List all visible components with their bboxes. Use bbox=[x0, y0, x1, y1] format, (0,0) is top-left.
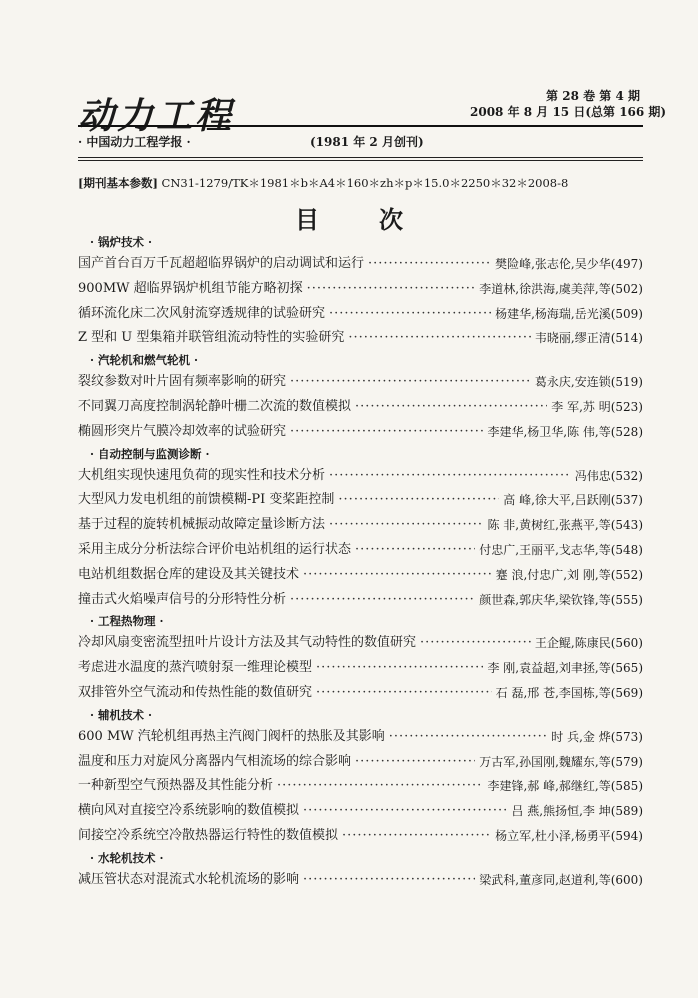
dot-leader bbox=[303, 799, 507, 824]
dot-leader bbox=[329, 464, 571, 489]
toc-entry[interactable] bbox=[78, 277, 643, 302]
article-title: 温度和压力对旋风分离器内气相流场的综合影响 bbox=[78, 753, 352, 769]
journal-logo: 动力工程 bbox=[78, 95, 235, 137]
issue-date: 2008 年 8 月 15 日(总第 166 期) bbox=[470, 105, 667, 119]
article-authors-page: 石 磊,邢 苍,李国栋,等(569) bbox=[495, 685, 643, 700]
dot-leader bbox=[316, 656, 483, 681]
toc-entry[interactable] bbox=[78, 824, 643, 849]
article-authors-page: 颜世森,郭庆华,梁钦锋,等(555) bbox=[479, 592, 643, 607]
article-title: 双排管外空气流动和传热性能的数值研究 bbox=[78, 684, 313, 700]
section-heading: · 辅机技术 · bbox=[90, 707, 153, 722]
subheader-rule bbox=[78, 157, 643, 158]
toc-entry[interactable] bbox=[78, 370, 643, 395]
article-title: 大机组实现快速甩负荷的现实性和技术分析 bbox=[78, 467, 326, 483]
article-authors-page: 梁武科,董彦同,赵道利,等(600) bbox=[479, 872, 643, 887]
article-title: 考虑进水温度的蒸汽喷射泵一维理论模型 bbox=[78, 660, 313, 676]
article-title: 不同翼刀高度控制涡轮静叶栅二次流的数值模拟 bbox=[78, 398, 352, 414]
dot-leader bbox=[290, 420, 483, 445]
article-authors-page: 樊险峰,张志伦,吴少华(497) bbox=[495, 257, 643, 271]
article-title: 900MW 超临界锅炉机组节能方略初探 bbox=[78, 280, 303, 296]
article-title: 600 MW 汽轮机组再热主汽阀门阀杆的热胀及其影响 bbox=[78, 728, 385, 744]
article-authors-page: 葛永庆,安连锁(519) bbox=[534, 375, 643, 390]
article-title: 采用主成分分析法综合评价电站机组的运行状态 bbox=[78, 541, 352, 557]
toc-entry[interactable] bbox=[78, 326, 643, 351]
dot-leader bbox=[329, 513, 483, 538]
article-authors-page: 陈 非,黄树红,张燕平,等(543) bbox=[487, 518, 643, 533]
article-title: 撞击式火焰噪声信号的分形特性分析 bbox=[78, 591, 287, 607]
article-authors-page: 时 兵,金 烨(573) bbox=[551, 729, 643, 744]
toc-entry[interactable] bbox=[78, 302, 643, 327]
table-of-contents bbox=[78, 233, 643, 893]
toc-entry[interactable] bbox=[78, 420, 643, 445]
section-heading: · 工程热物理 · bbox=[90, 614, 164, 629]
toc-entry[interactable] bbox=[78, 868, 643, 893]
toc-entry[interactable] bbox=[78, 656, 643, 681]
article-title: 裂纹参数对叶片固有频率影响的研究 bbox=[78, 374, 287, 390]
article-title: 减压管状态对混流式水轮机流场的影响 bbox=[78, 871, 300, 887]
dot-leader bbox=[307, 277, 476, 302]
article-authors-page: 王企鲲,陈康民(560) bbox=[534, 636, 643, 651]
toc-entry[interactable] bbox=[78, 799, 643, 824]
toc-entry[interactable] bbox=[78, 588, 643, 613]
toc-entry[interactable] bbox=[78, 395, 643, 420]
article-title: Z 型和 U 型集箱并联管组流动特性的实验研究 bbox=[78, 330, 345, 346]
article-authors-page: 李道林,徐洪海,虞美萍,等(502) bbox=[479, 281, 643, 296]
section-heading: · 汽轮机和燃气轮机 · bbox=[90, 353, 199, 368]
toc-entry[interactable] bbox=[78, 563, 643, 588]
section-heading: · 水轮机技术 · bbox=[90, 850, 164, 865]
article-title: 冷却风扇变密流型扭叶片设计方法及其气动特性的数值研究 bbox=[78, 635, 417, 651]
journal-subtitle: · 中国动力工程学报 · bbox=[78, 135, 191, 149]
dot-leader bbox=[303, 868, 475, 893]
article-authors-page: 李 军,苏 明(523) bbox=[551, 399, 643, 414]
journal-params bbox=[78, 175, 568, 191]
article-authors-page: 李建华,杨卫华,陈 伟,等(528) bbox=[487, 424, 643, 439]
toc-entry[interactable] bbox=[78, 538, 643, 563]
article-title: 大型风力发电机组的前馈模糊-PI 变桨距控制 bbox=[78, 492, 335, 508]
toc-entry[interactable] bbox=[78, 681, 643, 706]
params-label: [期刊基本参数] bbox=[78, 176, 158, 190]
volume-issue: 第 28 卷 第 4 期 bbox=[546, 89, 640, 103]
toc-title: 目次 bbox=[295, 205, 463, 234]
article-title: 电站机组数据仓库的建设及其关键技术 bbox=[78, 566, 300, 582]
article-title: 一种新型空气预热器及其性能分析 bbox=[78, 778, 274, 794]
dot-leader bbox=[355, 750, 475, 775]
toc-entry[interactable] bbox=[78, 725, 643, 750]
toc-entry[interactable] bbox=[78, 774, 643, 799]
article-authors-page: 李 刚,袁益超,刘聿拯,等(565) bbox=[487, 661, 643, 676]
params-value: CN31-1279/TK＊1981＊b＊A4＊160＊zh＊p＊15.0＊2250＊32＊2008-8 bbox=[161, 176, 569, 190]
section-heading: · 锅炉技术 · bbox=[90, 235, 153, 249]
article-authors-page: 冯伟忠(532) bbox=[574, 468, 643, 483]
subheader-rule-2 bbox=[78, 160, 643, 161]
article-authors-page: 韦晓丽,缪正清(514) bbox=[534, 331, 643, 346]
article-authors-page: 万古军,孙国刚,魏耀东,等(579) bbox=[479, 754, 643, 769]
article-title: 横向风对直接空冷系统影响的数值模拟 bbox=[78, 803, 300, 819]
article-authors-page: 付忠广,王丽平,戈志华,等(548) bbox=[479, 542, 643, 557]
founded-date: (1981 年 2 月创刊) bbox=[310, 135, 424, 149]
toc-entry[interactable] bbox=[78, 750, 643, 775]
toc-entry[interactable] bbox=[78, 464, 643, 489]
dot-leader bbox=[290, 588, 475, 613]
dot-leader bbox=[329, 302, 491, 327]
dot-leader bbox=[355, 538, 475, 563]
dot-leader bbox=[389, 725, 548, 750]
dot-leader bbox=[338, 488, 499, 513]
article-title: 国产首台百万千瓦超超临界锅炉的启动调试和运行 bbox=[78, 256, 365, 271]
dot-leader bbox=[342, 824, 491, 849]
article-authors-page: 杨建华,杨海瑞,岳光溪(509) bbox=[495, 306, 643, 321]
toc-entry[interactable] bbox=[78, 513, 643, 538]
dot-leader bbox=[368, 252, 491, 277]
dot-leader bbox=[355, 395, 547, 420]
toc-entry[interactable] bbox=[78, 488, 643, 513]
article-authors-page: 吕 燕,熊扬恒,李 坤(589) bbox=[511, 804, 643, 819]
header-rule bbox=[78, 125, 643, 127]
toc-entry[interactable] bbox=[78, 252, 643, 277]
article-authors-page: 杨立军,杜小泽,杨勇平(594) bbox=[495, 828, 643, 843]
dot-leader bbox=[348, 326, 531, 351]
dot-leader bbox=[290, 370, 531, 395]
dot-leader bbox=[420, 631, 531, 656]
dot-leader bbox=[277, 774, 483, 799]
article-title: 循环流化床二次风射流穿透规律的试验研究 bbox=[78, 305, 326, 321]
dot-leader bbox=[316, 681, 492, 706]
article-authors-page: 蹇 浪,付忠广,刘 刚,等(552) bbox=[495, 567, 643, 582]
article-title: 椭圆形突片气膜冷却效率的试验研究 bbox=[78, 423, 287, 439]
dot-leader bbox=[303, 563, 492, 588]
article-authors-page: 李建锋,郝 峰,郝继红,等(585) bbox=[487, 779, 643, 794]
section-heading: · 自动控制与监测诊断 · bbox=[90, 446, 210, 461]
toc-entry[interactable] bbox=[78, 631, 643, 656]
issue-info bbox=[470, 88, 667, 120]
article-title: 间接空冷系统空冷散热器运行特性的数值模拟 bbox=[78, 827, 339, 843]
article-title: 基于过程的旋转机械振动故障定量诊断方法 bbox=[78, 517, 326, 533]
article-authors-page: 高 峰,徐大平,吕跃刚(537) bbox=[503, 493, 643, 508]
